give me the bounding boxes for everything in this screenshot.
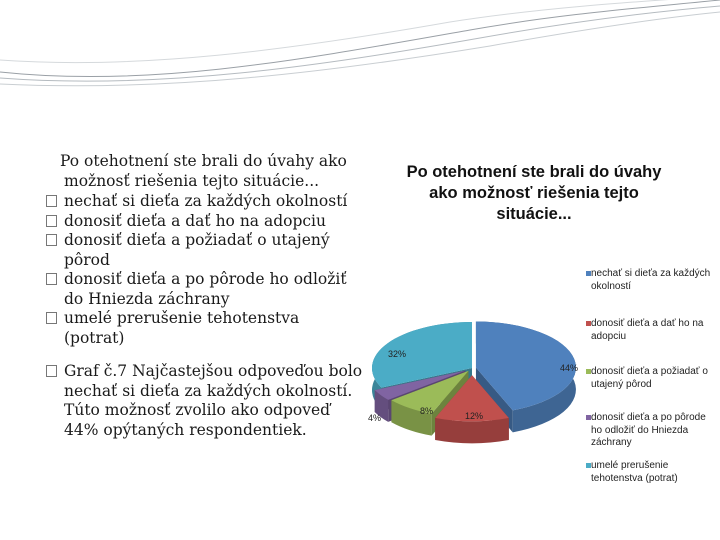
legend-label: donosiť dieťa a po pôrode ho odložiť do Hniezda záchrany (591, 412, 706, 448)
legend-swatch (586, 369, 591, 374)
legend-item (586, 318, 716, 343)
legend-label: umelé prerušenie tehotenstva (potrat) (591, 460, 678, 484)
option-label: umelé prerušenie tehotenstva (potrat) (64, 309, 300, 347)
option-item (44, 231, 364, 270)
data-label: 32% (388, 349, 407, 359)
data-label: 4% (368, 413, 382, 423)
conclusion-item (44, 362, 364, 440)
option-label: donosiť dieťa a po pôrode ho odložiť do Hniezda záchrany (64, 270, 347, 308)
pie-chart (360, 310, 586, 460)
legend-swatch (586, 415, 591, 420)
legend-item (586, 366, 716, 391)
legend-label: donosiť dieťa a dať ho na adopciu (591, 318, 704, 342)
legend-item (586, 460, 716, 485)
legend-swatch (586, 463, 591, 468)
legend-label: donosiť dieťa a požiadať o utajený pôrod (591, 366, 708, 390)
data-label: 12% (465, 411, 484, 421)
data-label: 8% (420, 406, 434, 416)
slide-text (44, 152, 364, 440)
legend-item (586, 412, 716, 450)
data-label: 44% (560, 363, 579, 373)
option-label: nechať si dieťa za každých okolností (64, 192, 348, 210)
chart-title: Po otehotnení ste brali do úvahy ako možnosť riešenia tejto situácie... (406, 163, 662, 223)
checkbox-icon (46, 215, 57, 227)
option-item (44, 309, 364, 348)
checkbox-icon (46, 365, 57, 377)
legend-label: nechať si dieťa za každých okolností (591, 268, 711, 292)
legend-swatch (586, 271, 591, 276)
checkbox-icon (46, 273, 57, 285)
checkbox-icon (46, 312, 57, 324)
option-label: donosiť dieťa a požiadať o utajený pôrod (64, 231, 330, 269)
option-item (44, 192, 364, 212)
legend-item (586, 268, 716, 293)
checkbox-icon (46, 195, 57, 207)
legend-swatch (586, 321, 591, 326)
option-label: donosiť dieťa a dať ho na adopciu (64, 211, 327, 230)
slide-heading: Po otehotnení ste brali do úvahy ako možnosť riešenia tejto situácie... (60, 152, 347, 190)
option-item (44, 270, 364, 309)
option-item (44, 212, 364, 232)
checkbox-icon (46, 234, 57, 246)
conclusion-text: Graf č.7 Najčastejšou odpoveďou bolo nechať si dieťa za každých okolností. Túto možnosť zvolilo ako odpoveď 44% opýtaných respondentiek. (64, 362, 363, 439)
decorative-swoosh (0, 0, 720, 90)
